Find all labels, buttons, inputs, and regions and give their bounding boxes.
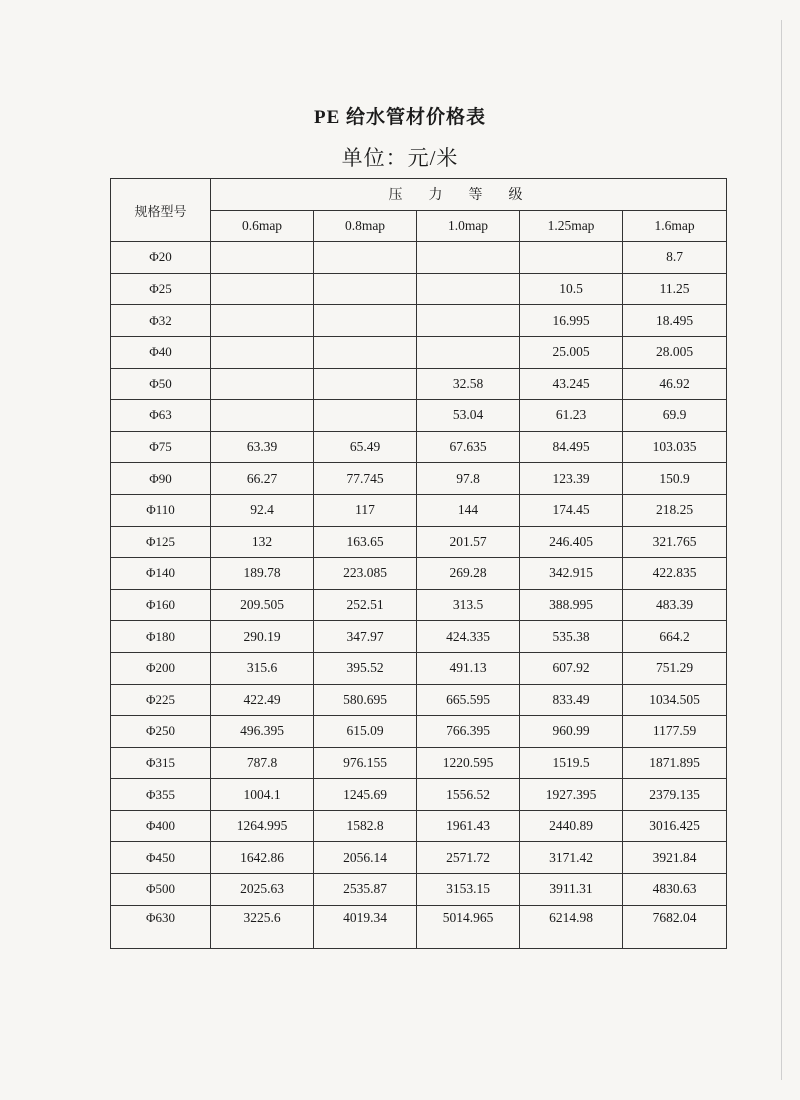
spec-cell: Φ40	[111, 336, 211, 368]
price-cell: 3911.31	[520, 874, 623, 906]
table-row	[111, 305, 727, 337]
price-cell: 1961.43	[417, 810, 520, 842]
price-cell: 8.7	[623, 242, 727, 274]
spec-cell: Φ225	[111, 684, 211, 716]
price-cell: 833.49	[520, 684, 623, 716]
price-cell: 117	[314, 494, 417, 526]
price-cell: 53.04	[417, 400, 520, 432]
price-cell: 1582.8	[314, 810, 417, 842]
price-cell: 3016.425	[623, 810, 727, 842]
table-body	[111, 242, 727, 948]
price-cell: 69.9	[623, 400, 727, 432]
price-cell	[211, 242, 314, 274]
price-cell: 5014.965	[417, 905, 520, 948]
spec-cell: Φ75	[111, 431, 211, 463]
price-cell: 10.5	[520, 273, 623, 305]
price-cell: 269.28	[417, 558, 520, 590]
price-cell: 1177.59	[623, 716, 727, 748]
price-cell: 18.495	[623, 305, 727, 337]
price-cell: 422.835	[623, 558, 727, 590]
table-row	[111, 526, 727, 558]
price-cell: 4830.63	[623, 874, 727, 906]
price-cell: 290.19	[211, 621, 314, 653]
table-row	[111, 779, 727, 811]
price-cell: 787.8	[211, 747, 314, 779]
spec-cell: Φ450	[111, 842, 211, 874]
spec-cell: Φ500	[111, 874, 211, 906]
price-cell: 16.995	[520, 305, 623, 337]
price-cell	[314, 242, 417, 274]
price-cell: 976.155	[314, 747, 417, 779]
price-cell	[211, 305, 314, 337]
price-cell: 63.39	[211, 431, 314, 463]
spec-cell: Φ125	[111, 526, 211, 558]
table-row	[111, 589, 727, 621]
spec-cell: Φ160	[111, 589, 211, 621]
price-cell: 97.8	[417, 463, 520, 495]
price-cell: 315.6	[211, 652, 314, 684]
table-row	[111, 842, 727, 874]
pressure-header: 压力等级	[211, 179, 727, 211]
spec-cell: Φ180	[111, 621, 211, 653]
table-row	[111, 336, 727, 368]
price-cell	[417, 242, 520, 274]
price-cell: 483.39	[623, 589, 727, 621]
price-cell: 92.4	[211, 494, 314, 526]
price-cell: 123.39	[520, 463, 623, 495]
price-cell: 395.52	[314, 652, 417, 684]
price-cell: 321.765	[623, 526, 727, 558]
price-cell: 2056.14	[314, 842, 417, 874]
price-cell: 1245.69	[314, 779, 417, 811]
price-cell: 25.005	[520, 336, 623, 368]
table-row	[111, 874, 727, 906]
price-cell: 347.97	[314, 621, 417, 653]
price-cell: 424.335	[417, 621, 520, 653]
price-cell: 132	[211, 526, 314, 558]
spec-cell: Φ200	[111, 652, 211, 684]
price-cell: 615.09	[314, 716, 417, 748]
price-cell: 246.405	[520, 526, 623, 558]
unit-label: 单位：元/米	[341, 146, 459, 170]
price-cell: 2379.135	[623, 779, 727, 811]
table-row	[111, 494, 727, 526]
price-cell: 3153.15	[417, 874, 520, 906]
price-cell: 174.45	[520, 494, 623, 526]
price-cell: 313.5	[417, 589, 520, 621]
price-cell: 28.005	[623, 336, 727, 368]
price-cell: 535.38	[520, 621, 623, 653]
price-cell: 252.51	[314, 589, 417, 621]
price-cell: 1519.5	[520, 747, 623, 779]
price-cell: 665.595	[417, 684, 520, 716]
price-cell: 3171.42	[520, 842, 623, 874]
table-row	[111, 621, 727, 653]
price-cell: 1034.505	[623, 684, 727, 716]
price-cell: 388.995	[520, 589, 623, 621]
price-cell: 342.915	[520, 558, 623, 590]
table-row	[111, 810, 727, 842]
spec-cell: Φ32	[111, 305, 211, 337]
price-cell: 1927.395	[520, 779, 623, 811]
price-cell: 960.99	[520, 716, 623, 748]
price-cell	[314, 305, 417, 337]
price-cell: 11.25	[623, 273, 727, 305]
price-cell: 3921.84	[623, 842, 727, 874]
page-title: PE 给水管材价格表	[313, 107, 487, 128]
price-cell: 664.2	[623, 621, 727, 653]
price-cell	[314, 273, 417, 305]
price-cell: 1004.1	[211, 779, 314, 811]
price-cell: 223.085	[314, 558, 417, 590]
table-row	[111, 242, 727, 274]
price-cell: 7682.04	[623, 905, 727, 948]
table-row	[111, 747, 727, 779]
price-cell: 1642.86	[211, 842, 314, 874]
price-cell	[211, 336, 314, 368]
price-cell: 84.495	[520, 431, 623, 463]
table-row	[111, 558, 727, 590]
price-cell: 150.9	[623, 463, 727, 495]
spec-header: 规格型号	[111, 179, 211, 242]
price-cell	[520, 242, 623, 274]
grade-header: 1.6map	[623, 210, 727, 242]
price-cell	[314, 336, 417, 368]
price-cell	[314, 400, 417, 432]
price-cell: 1220.595	[417, 747, 520, 779]
price-cell: 422.49	[211, 684, 314, 716]
table-row	[111, 431, 727, 463]
price-cell	[417, 305, 520, 337]
table-row	[111, 652, 727, 684]
price-cell: 46.92	[623, 368, 727, 400]
spec-cell: Φ50	[111, 368, 211, 400]
spec-cell: Φ630	[111, 905, 211, 948]
price-cell: 77.745	[314, 463, 417, 495]
price-cell: 103.035	[623, 431, 727, 463]
price-cell: 61.23	[520, 400, 623, 432]
price-cell: 144	[417, 494, 520, 526]
price-cell	[417, 273, 520, 305]
price-cell: 201.57	[417, 526, 520, 558]
price-cell: 2535.87	[314, 874, 417, 906]
table-row	[111, 463, 727, 495]
spec-cell: Φ400	[111, 810, 211, 842]
price-cell: 209.505	[211, 589, 314, 621]
price-cell: 1871.895	[623, 747, 727, 779]
price-cell: 163.65	[314, 526, 417, 558]
spec-cell: Φ25	[111, 273, 211, 305]
spec-cell: Φ63	[111, 400, 211, 432]
price-cell: 218.25	[623, 494, 727, 526]
scan-edge	[781, 20, 782, 1080]
table-row	[111, 273, 727, 305]
price-cell	[211, 368, 314, 400]
price-cell: 491.13	[417, 652, 520, 684]
price-cell: 4019.34	[314, 905, 417, 948]
price-cell: 2025.63	[211, 874, 314, 906]
price-cell: 67.635	[417, 431, 520, 463]
table-row	[111, 400, 727, 432]
table-row	[111, 368, 727, 400]
table-row	[111, 684, 727, 716]
price-cell: 766.395	[417, 716, 520, 748]
price-cell: 496.395	[211, 716, 314, 748]
price-cell: 66.27	[211, 463, 314, 495]
price-cell	[314, 368, 417, 400]
price-cell: 6214.98	[520, 905, 623, 948]
price-cell: 43.245	[520, 368, 623, 400]
grade-header: 0.8map	[314, 210, 417, 242]
price-cell: 1264.995	[211, 810, 314, 842]
grade-header: 1.25map	[520, 210, 623, 242]
price-cell: 189.78	[211, 558, 314, 590]
grade-header: 1.0map	[417, 210, 520, 242]
price-cell: 580.695	[314, 684, 417, 716]
price-cell	[211, 400, 314, 432]
price-cell	[417, 336, 520, 368]
spec-cell: Φ355	[111, 779, 211, 811]
spec-cell: Φ250	[111, 716, 211, 748]
price-cell: 1556.52	[417, 779, 520, 811]
spec-cell: Φ110	[111, 494, 211, 526]
table-row	[111, 905, 727, 948]
price-cell: 32.58	[417, 368, 520, 400]
price-cell: 607.92	[520, 652, 623, 684]
price-cell: 65.49	[314, 431, 417, 463]
spec-cell: Φ315	[111, 747, 211, 779]
price-cell: 751.29	[623, 652, 727, 684]
spec-cell: Φ20	[111, 242, 211, 274]
spec-cell: Φ90	[111, 463, 211, 495]
spec-cell: Φ140	[111, 558, 211, 590]
price-cell	[211, 273, 314, 305]
price-cell: 2571.72	[417, 842, 520, 874]
price-cell: 2440.89	[520, 810, 623, 842]
price-table	[110, 178, 727, 949]
table-row	[111, 716, 727, 748]
price-cell: 3225.6	[211, 905, 314, 948]
grade-header: 0.6map	[211, 210, 314, 242]
